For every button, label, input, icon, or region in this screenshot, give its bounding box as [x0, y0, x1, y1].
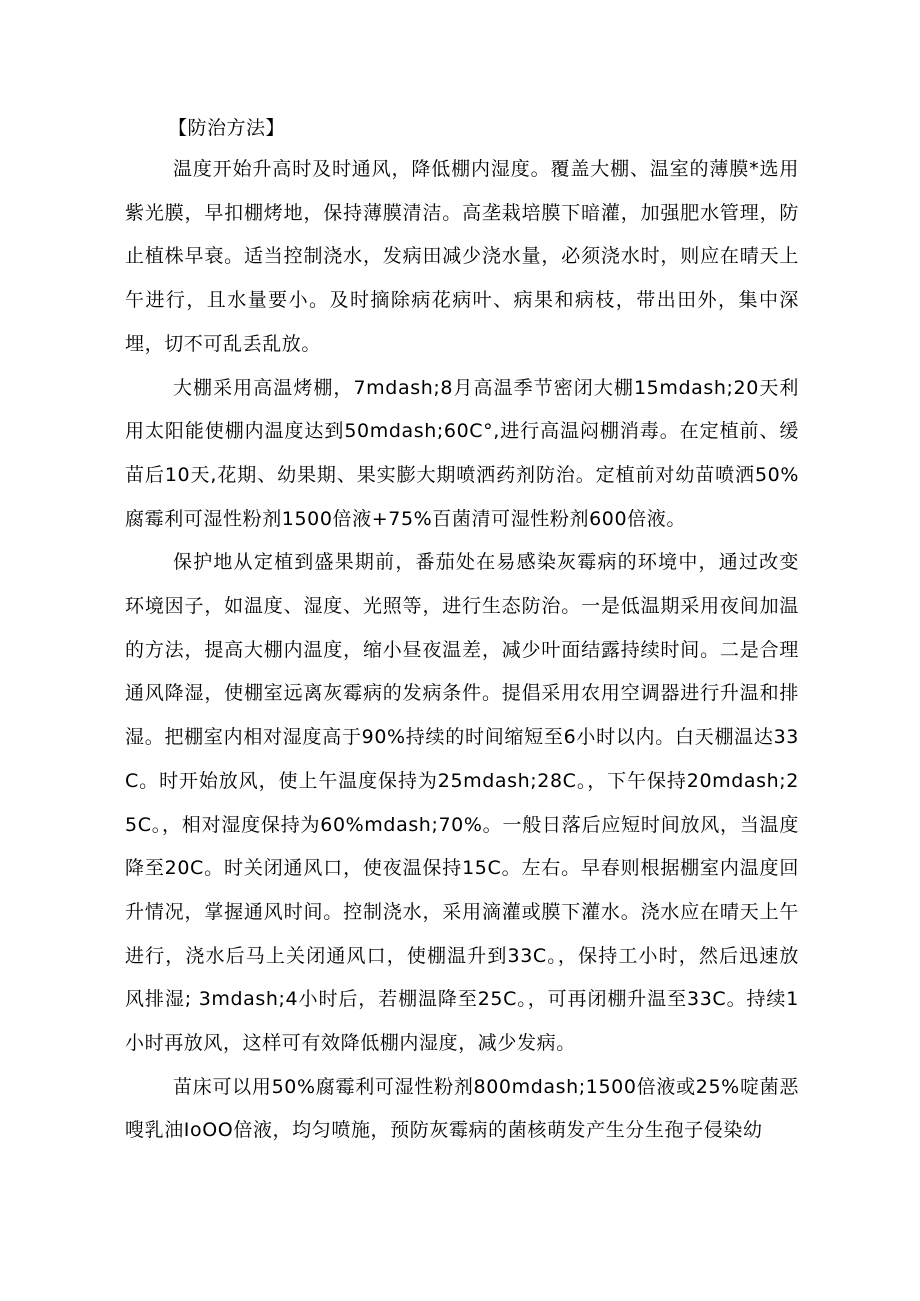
paragraph-high-temperature: 大棚采用高温烤棚，7mdash;8月高温季节密闭大棚15mdash;20天利用太阳能使棚内温度达到50mdash;60C°,进行高温闷棚消毒。在定植前、缓苗后10天,花期、幼果期、果实膨大期喷洒药剂防治。定植前对幼苗喷洒50%腐霉利可湿性粉剂1500倍液+75%百菌清可湿性粉剂600倍液。 — [125, 376, 799, 530]
paragraph-ventilation: 温度开始升高时及时通风，降低棚内湿度。覆盖大棚、温室的薄膜*选用紫光膜，早扣棚烤地，保持薄膜清洁。高垄栽培膜下暗灌，加强肥水管理，防止植株早衰。适当控制浇水，发病田减少浇水量，必须浇水时，则应在晴天上午进行，且水量要小。及时摘除病花病叶、病果和病枝，带出田外，集中深埋，切不可乱丢乱放。 — [125, 158, 799, 355]
section-heading: 【防治方法】 — [168, 117, 286, 139]
paragraph-ecological-control: 保护地从定植到盛果期前，番茄处在易感染灰霉病的环境中，通过改变环境因子，如温度、湿度、光照等，进行生态防治。一是低温期采用夜间加温的方法，提高大棚内温度，缩小昼夜温差，减少叶面结露持续时间。二是合理通风降湿，使棚室远离灰霉病的发病条件。提倡采用农用空调器进行升温和排湿。把棚室内相对湿度高于90%持续的时间缩短至6小时以内。白天棚温达33C。时开始放风，使上午温度保持为25mdash;28C。，下午保持20mdash;25C。，相对湿度保持为60%mdash;70%。一般日落后应短时间放风，当温度降至20C。时关闭通风口，使夜温保持15C。左右。早春则根据棚室内温度回升情况，掌握通风时间。控制浇水，采用滴灌或膜下灌水。浇水应在晴天上午进行，浇水后马上关闭通风口，使棚温升到33C。，保持工小时，然后迅速放风排湿; 3mdash;4小时后，若棚温降至25C。，可再闭棚升温至33C。持续1小时再放风，这样可有效降低棚内湿度，减少发病。 — [125, 551, 799, 1055]
paragraph-seedbed: 苗床可以用50%腐霉利可湿性粉剂800mdash;1500倍液或25%啶菌恶嗖乳油IoOO倍液，均匀喷施，预防灰霉病的菌核萌发产生分生孢子侵染幼 — [125, 1075, 799, 1142]
document-body — [125, 108, 799, 1153]
